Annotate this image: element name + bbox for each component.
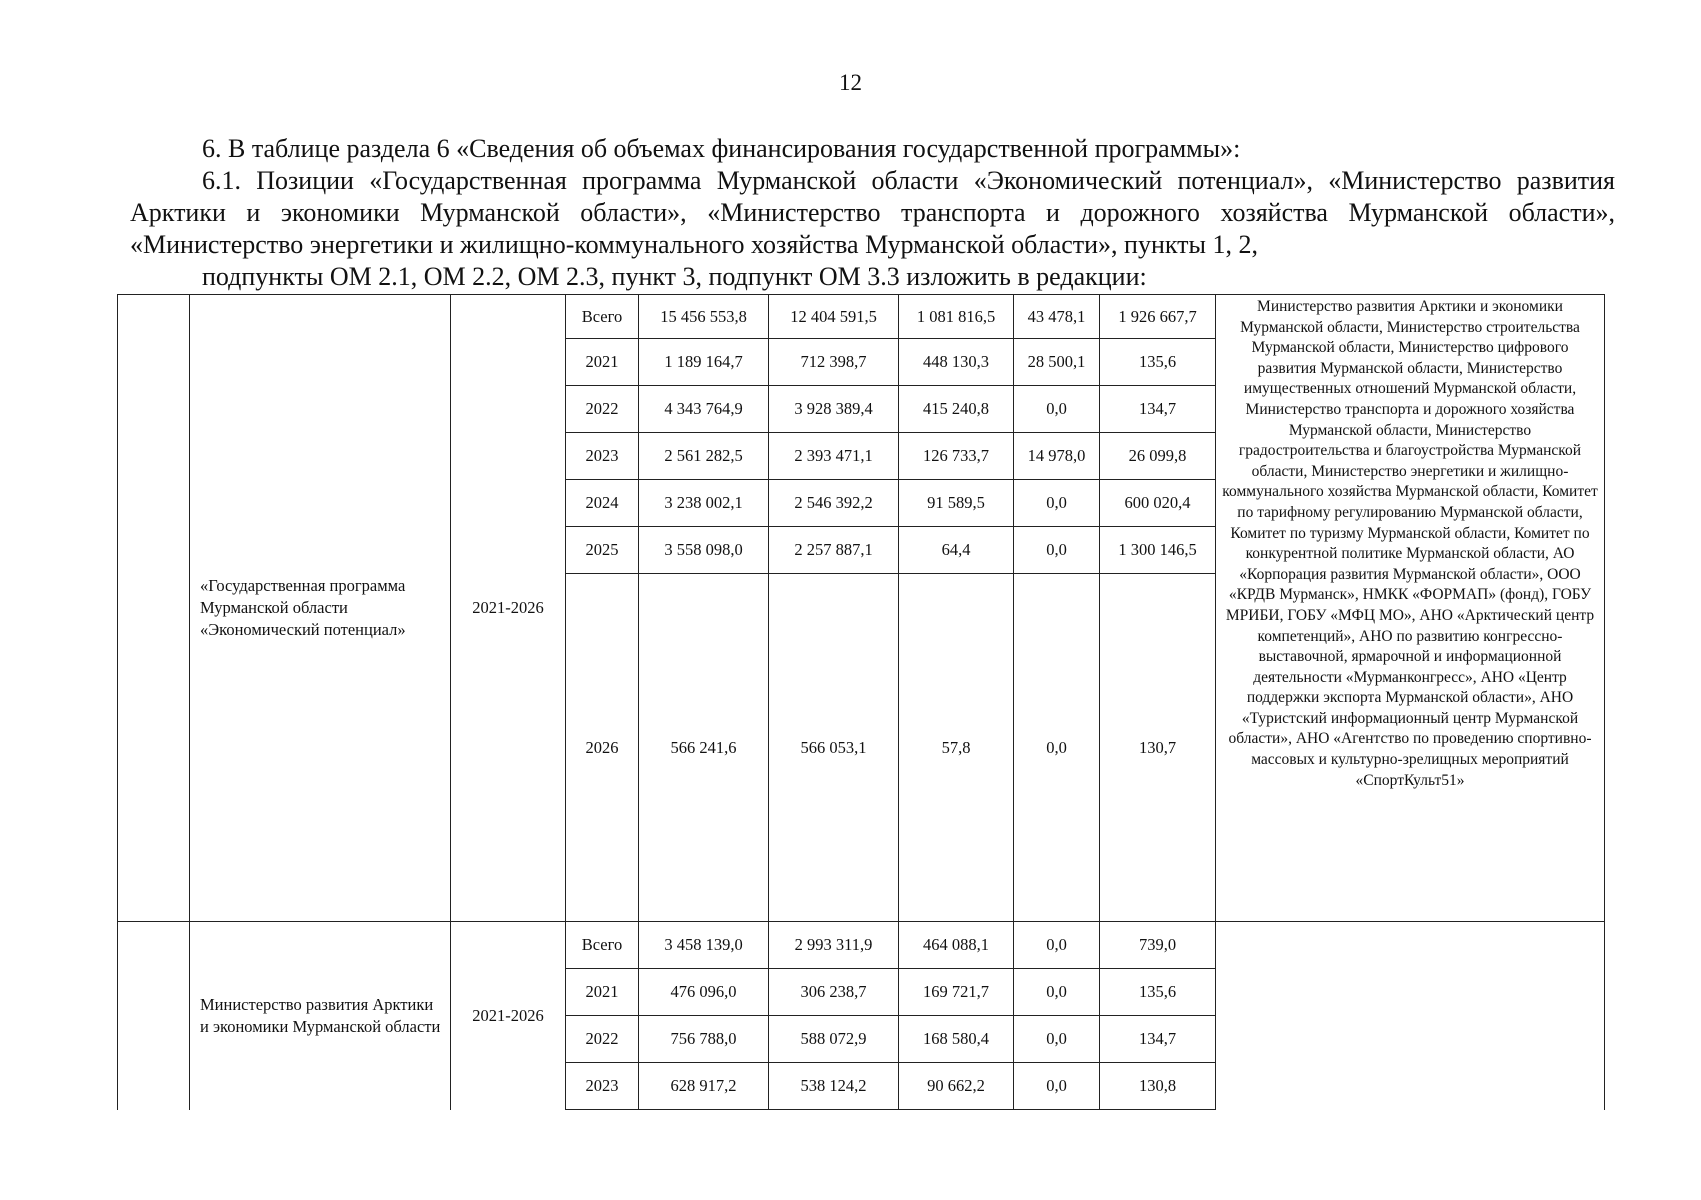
year-cell: 2022 bbox=[566, 1016, 639, 1063]
value-cell: 712 398,7 bbox=[769, 339, 899, 386]
value-cell: 2 257 887,1 bbox=[769, 527, 899, 574]
value-cell: 566 241,6 bbox=[639, 574, 769, 922]
value-cell: 130,7 bbox=[1100, 574, 1216, 922]
value-cell: 0,0 bbox=[1014, 574, 1100, 922]
value-cell: 4 343 764,9 bbox=[639, 386, 769, 433]
value-cell: 28 500,1 bbox=[1014, 339, 1100, 386]
value-cell: 566 053,1 bbox=[769, 574, 899, 922]
value-cell: 64,4 bbox=[899, 527, 1014, 574]
financing-table bbox=[117, 294, 1605, 1110]
value-cell: 12 404 591,5 bbox=[769, 295, 899, 339]
number-cell bbox=[118, 295, 190, 922]
value-cell: 628 917,2 bbox=[639, 1063, 769, 1110]
value-cell: 0,0 bbox=[1014, 480, 1100, 527]
paragraph-6-1-tail: подпункты ОМ 2.1, ОМ 2.2, ОМ 2.3, пункт 3, подпункт ОМ 3.3 изложить в редакции: bbox=[202, 262, 1147, 291]
year-cell: 2025 bbox=[566, 527, 639, 574]
value-cell: 90 662,2 bbox=[899, 1063, 1014, 1110]
responsible-executors-cell bbox=[1216, 922, 1605, 1110]
paragraph-6-1 bbox=[130, 165, 1615, 293]
program-name-cell: «Государственная программа Мурманской области «Экономический потенциал» bbox=[190, 295, 451, 922]
year-cell: 2021 bbox=[566, 339, 639, 386]
value-cell: 3 238 002,1 bbox=[639, 480, 769, 527]
value-cell: 2 546 392,2 bbox=[769, 480, 899, 527]
period-cell: 2021-2026 bbox=[451, 922, 566, 1110]
paragraph-6-1-main: 6.1. Позиции «Государственная программа Мурманской области «Экономический потенциал», «Министерство развития Арктики и экономики Мурманской области», «Министерство транспорта и дорожного хозяйства Мурманской области», «Министерство энергетики и жилищно-коммунального хозяйства Мурманской области», пункты 1, 2, bbox=[130, 166, 1615, 259]
value-cell: 43 478,1 bbox=[1014, 295, 1100, 339]
value-cell: 3 928 389,4 bbox=[769, 386, 899, 433]
year-cell: Всего bbox=[566, 295, 639, 339]
paragraph-6: 6. В таблице раздела 6 «Сведения об объемах финансирования государственной программы»: bbox=[202, 134, 1241, 163]
value-cell: 126 733,7 bbox=[899, 433, 1014, 480]
page-number: 12 bbox=[839, 70, 862, 95]
value-cell: 0,0 bbox=[1014, 527, 1100, 574]
value-cell: 306 238,7 bbox=[769, 969, 899, 1016]
value-cell: 756 788,0 bbox=[639, 1016, 769, 1063]
value-cell: 448 130,3 bbox=[899, 339, 1014, 386]
table-row bbox=[118, 922, 1605, 969]
value-cell: 1 189 164,7 bbox=[639, 339, 769, 386]
value-cell: 169 721,7 bbox=[899, 969, 1014, 1016]
value-cell: 739,0 bbox=[1100, 922, 1216, 969]
value-cell: 57,8 bbox=[899, 574, 1014, 922]
responsible-executors-cell: Министерство развития Арктики и экономики Мурманской области, Министерство строительства Мурманской области, Министерство цифрового развития Мурманской области, Министерство имущественных отношений Мурманской области, Министерство транспорта и дорожного хозяйства Мурманской области, Министерство градостроительства и благоустройства Мурманской области, Министерство энергетики и жилищно-коммунального хозяйства Мурманской области, Комитет по тарифному регулированию Мурманской области, Комитет по туризму Мурманской области, Комитет по конкурентной политике Мурманской области, АО «Корпорация развития Мурманской области», ООО «КРДВ Мурманск», НМКК «ФОРМАП» (фонд), ГОБУ МРИБИ, ГОБУ «МФЦ МО», АНО «Арктический центр компетенций», АНО по развитию конгрессно-выставочной, ярмарочной и информационной деятельности «Мурманконгресс», АНО «Центр поддержки экспорта Мурманской области», АНО «Туристский информационный центр Мурманской области», АНО «Агентство по проведению спортивно-массовых и культурно-зрелищных мероприятий «СпортКульт51» bbox=[1216, 295, 1605, 922]
value-cell: 14 978,0 bbox=[1014, 433, 1100, 480]
year-cell: 2023 bbox=[566, 1063, 639, 1110]
value-cell: 1 081 816,5 bbox=[899, 295, 1014, 339]
value-cell: 476 096,0 bbox=[639, 969, 769, 1016]
value-cell: 2 561 282,5 bbox=[639, 433, 769, 480]
value-cell: 538 124,2 bbox=[769, 1063, 899, 1110]
value-cell: 0,0 bbox=[1014, 922, 1100, 969]
value-cell: 91 589,5 bbox=[899, 480, 1014, 527]
year-cell: 2023 bbox=[566, 433, 639, 480]
value-cell: 0,0 bbox=[1014, 1016, 1100, 1063]
value-cell: 0,0 bbox=[1014, 1063, 1100, 1110]
value-cell: 0,0 bbox=[1014, 386, 1100, 433]
ministry-name-cell: Министерство развития Арктики и экономики Мурманской области bbox=[190, 922, 451, 1110]
value-cell: 2 393 471,1 bbox=[769, 433, 899, 480]
year-cell: 2026 bbox=[566, 574, 639, 922]
value-cell: 168 580,4 bbox=[899, 1016, 1014, 1063]
value-cell: 130,8 bbox=[1100, 1063, 1216, 1110]
value-cell: 135,6 bbox=[1100, 339, 1216, 386]
value-cell: 3 458 139,0 bbox=[639, 922, 769, 969]
year-cell: 2021 bbox=[566, 969, 639, 1016]
table-row bbox=[118, 295, 1605, 339]
value-cell: 464 088,1 bbox=[899, 922, 1014, 969]
year-cell: 2024 bbox=[566, 480, 639, 527]
value-cell: 588 072,9 bbox=[769, 1016, 899, 1063]
value-cell: 0,0 bbox=[1014, 969, 1100, 1016]
value-cell: 134,7 bbox=[1100, 386, 1216, 433]
year-cell: 2022 bbox=[566, 386, 639, 433]
value-cell: 1 926 667,7 bbox=[1100, 295, 1216, 339]
value-cell: 1 300 146,5 bbox=[1100, 527, 1216, 574]
value-cell: 2 993 311,9 bbox=[769, 922, 899, 969]
value-cell: 135,6 bbox=[1100, 969, 1216, 1016]
value-cell: 26 099,8 bbox=[1100, 433, 1216, 480]
number-cell bbox=[118, 922, 190, 1110]
value-cell: 600 020,4 bbox=[1100, 480, 1216, 527]
value-cell: 3 558 098,0 bbox=[639, 527, 769, 574]
value-cell: 415 240,8 bbox=[899, 386, 1014, 433]
period-cell: 2021-2026 bbox=[451, 295, 566, 922]
value-cell: 15 456 553,8 bbox=[639, 295, 769, 339]
value-cell: 134,7 bbox=[1100, 1016, 1216, 1063]
year-cell: Всего bbox=[566, 922, 639, 969]
